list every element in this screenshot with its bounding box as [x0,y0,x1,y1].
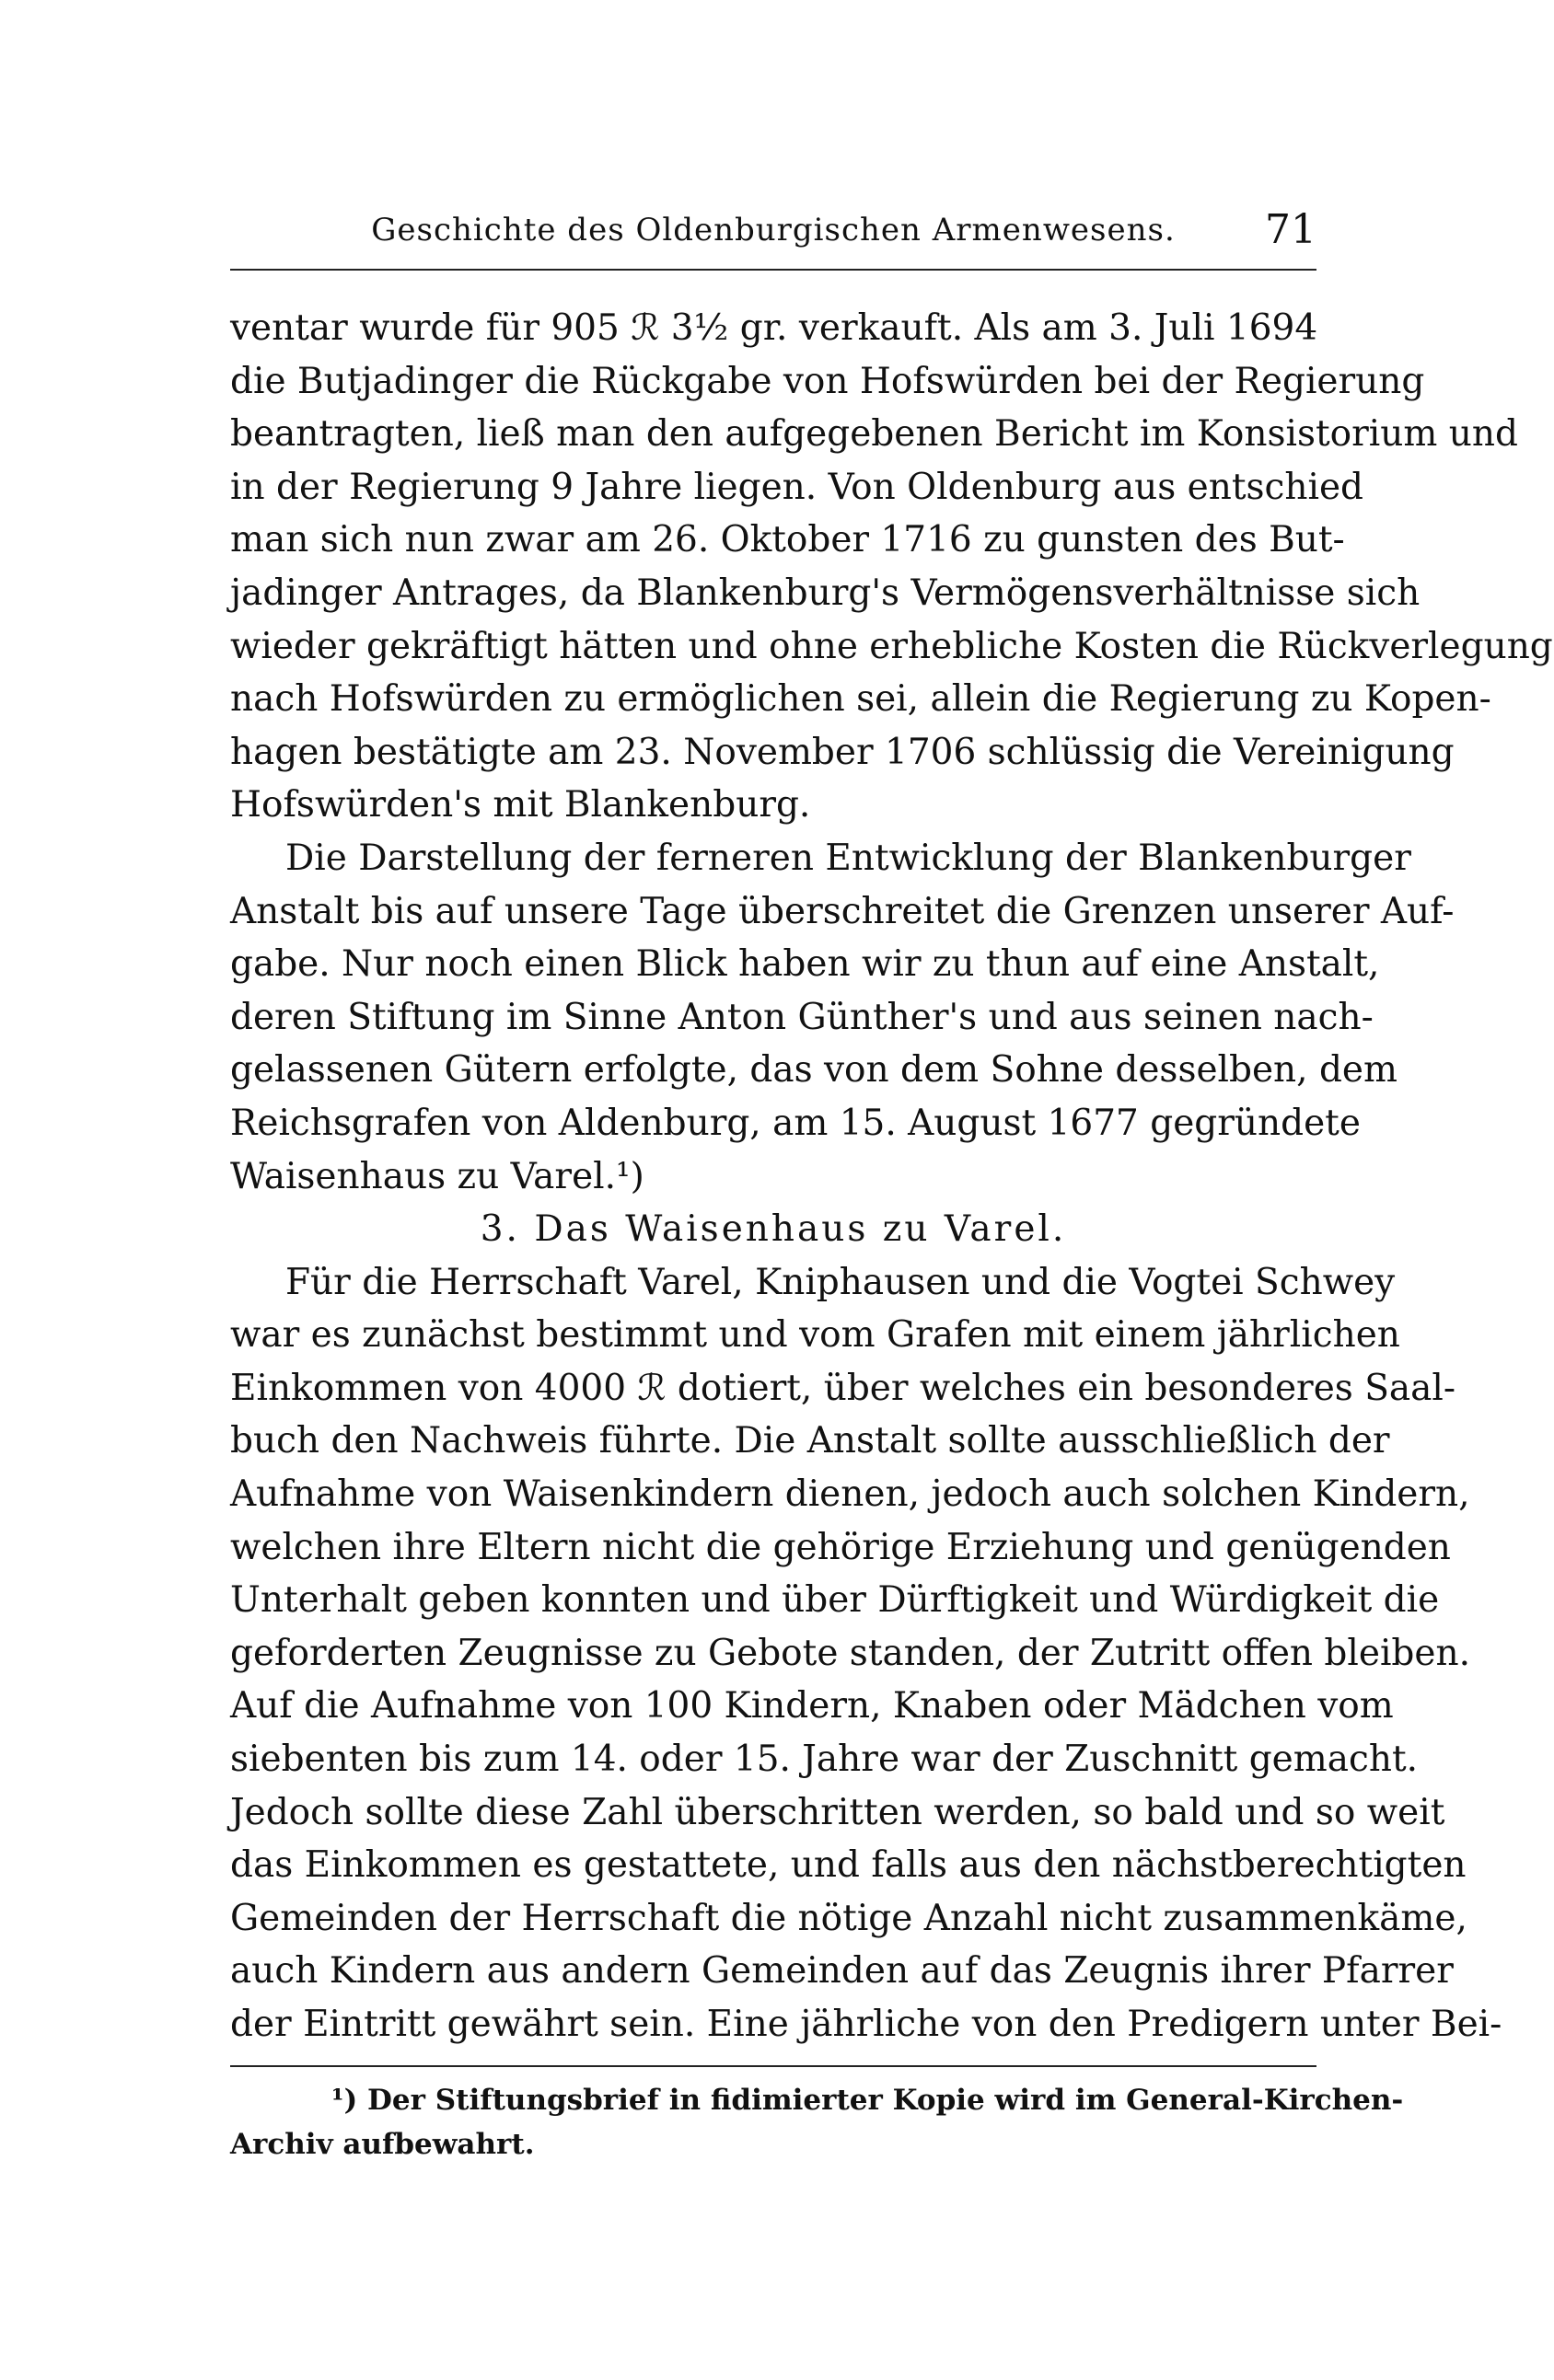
text-line: war es zunächst bestimmt und vom Grafen mit einem jährlichen [230,1314,1400,1357]
paragraph-start-line: Für die Herrschaft Varel, Kniphausen und die Vogtei Schwey [285,1261,1396,1303]
text-line: buch den Nachweis führte. Die Anstalt sollte ausschließlich der [230,1420,1390,1462]
text-line: Einkommen von 4000 ℛ dotiert, über welches ein besonderes Saal- [230,1367,1456,1409]
footnote-line: Archiv aufbewahrt. [230,2128,535,2161]
text-line: gabe. Nur noch einen Blick haben wir zu thun auf eine Anstalt, [230,943,1380,986]
text-line: geforderten Zeugnisse zu Gebote standen, der Zutritt offen bleiben. [230,1632,1470,1674]
body-text [230,302,1553,2051]
text-line: wieder gekräftigt hätten und ohne erhebliche Kosten die Rückverlegung [230,625,1553,667]
text-line: Unterhalt geben konnten und über Dürftigkeit und Würdigkeit die [230,1579,1440,1622]
text-line: beantragten, ließ man den aufgegebenen Bericht im Konsistorium und [230,413,1518,456]
text-line: welchen ihre Eltern nicht die gehörige Erziehung und genügenden [230,1526,1451,1568]
text-line: ventar wurde für 905 ℛ 3½ gr. verkauft. Als am 3. Juli 1694 [230,307,1318,349]
running-title: Geschichte des Oldenburgischen Armenwesens. [371,212,1176,248]
text-line: in der Regierung 9 Jahre liegen. Von Oldenburg aus entschied [230,466,1364,508]
text-line: Reichsgrafen von Aldenburg, am 15. August 1677 gegründete [230,1102,1361,1144]
section-heading: 3. Das Waisenhaus zu Varel. [480,1208,1067,1251]
text-line: Jedoch sollte diese Zahl überschritten werden, so bald und so weit [230,1791,1445,1833]
header-rule [230,269,1316,271]
running-head [230,204,1316,260]
text-line: das Einkommen es gestattete, und falls aus den nächstberechtigten [230,1844,1467,1887]
text-line: Auf die Aufnahme von 100 Kindern, Knaben oder Mädchen vom [230,1685,1394,1727]
paragraph-start-line: Die Darstellung der ferneren Entwicklung der Blankenburger [285,837,1411,879]
text-line: man sich nun zwar am 26. Oktober 1716 zu gunsten des But- [230,519,1345,561]
text-line: siebenten bis zum 14. oder 15. Jahre war der Zuschnitt gemacht. [230,1739,1419,1781]
text-line: Aufnahme von Waisenkindern dienen, jedoch auch solchen Kindern, [230,1473,1470,1516]
text-line: Gemeinden der Herrschaft die nötige Anzahl nicht zusammenkäme, [230,1897,1467,1939]
text-line: deren Stiftung im Sinne Anton Günther's und aus seinen nach- [230,996,1374,1038]
text-line: der Eintritt gewährt sein. Eine jährliche von den Predigern unter Bei- [230,2004,1502,2045]
text-line: die Butjadinger die Rückgabe von Hofswürden bei der Regierung [230,360,1425,402]
text-line: auch Kindern aus andern Gemeinden auf das Zeugnis ihrer Pfarrer [230,1950,1454,1993]
text-line: Waisenhaus zu Varel.¹) [230,1155,644,1197]
footnote [230,2078,1404,2166]
text-line: hagen bestätigte am 23. November 1706 schlüssig die Vereinigung [230,731,1455,773]
page-number: 71 [1265,206,1316,253]
text-line: nach Hofswürden zu ermöglichen sei, allein die Regierung zu Kopen- [230,678,1491,721]
text-line: Hofswürden's mit Blankenburg. [230,784,811,826]
text-line: Anstalt bis auf unsere Tage überschreitet die Grenzen unserer Auf- [230,890,1455,932]
footnote-line: ¹) Der Stiftungsbrief in fidimierter Kopie wird im General-Kirchen- [331,2084,1404,2117]
text-line: jadinger Antrages, da Blankenburg's Vermögensverhältnisse sich [230,572,1421,614]
footnote-rule [230,2065,1316,2067]
text-line: gelassenen Gütern erfolgte, das von dem Sohne desselben, dem [230,1049,1397,1092]
